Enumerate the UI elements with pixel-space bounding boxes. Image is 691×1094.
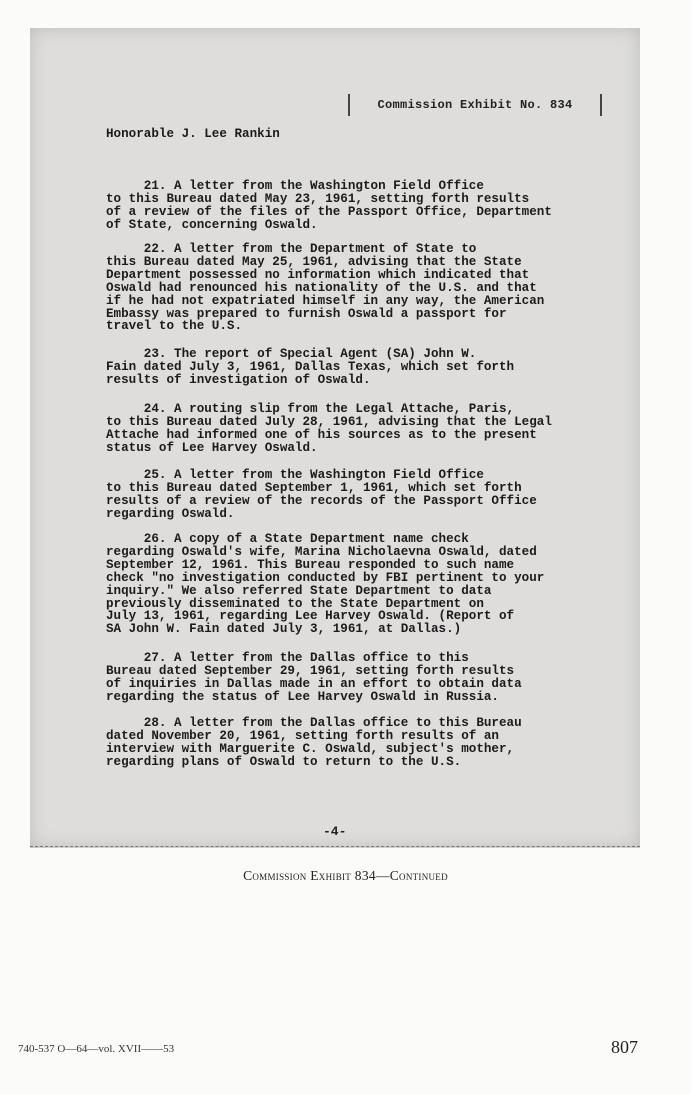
- paragraph-25: 25. A letter from the Washington Field Office to this Bureau dated September 1, 1961, which set forth results of a review of the records of the Passport Office regarding Oswald.: [106, 468, 537, 521]
- exhibit-caption: Commission Exhibit 834—Continued: [243, 868, 448, 883]
- print-footer: 740-537 O—64—vol. XVII——53: [18, 1043, 175, 1055]
- paragraph-26: 26. A copy of a State Department name check regarding Oswald's wife, Marina Nicholaevna Oswald, dated September 12, 1961. This Bureau responded to such name check "no investigation conducted by FBI pertinent to your inquiry." We also referred State Department to data previously disseminated to the State Department on July 13, 1961, regarding Lee Harvey Oswald. (Report of SA John W. Fain dated July 3, 1961, at Dallas.): [106, 532, 545, 637]
- paragraph-27: 27. A letter from the Dallas office to this Bureau dated September 29, 1961, setting forth results of inquiries in Dallas made in an effort to obtain data regarding the status of Lee Harvey Oswald in Russia.: [106, 651, 522, 704]
- paragraph-24: 24. A routing slip from the Legal Attache, Paris, to this Bureau dated July 28, 1961, advising that the Legal Attache had informed one of his sources as to the present status of Lee Harvey Oswald.: [106, 402, 552, 455]
- exhibit-stamp: Commission Exhibit No. 834: [348, 94, 602, 116]
- paragraph-23: 23. The report of Special Agent (SA) John W. Fain dated July 3, 1961, Dallas Texas, which set forth results of investigation of Oswald.: [106, 347, 515, 387]
- paragraph-28: 28. A letter from the Dallas office to this Bureau dated November 20, 1961, setting forth results of an interview with Marguerite C. Oswald, subject's mother, regarding plans of Oswald to return to the U.S.: [106, 716, 522, 769]
- paragraph-21: 21. A letter from the Washington Field Office to this Bureau dated May 23, 1961, setting forth results of a review of the files of the Passport Office, Department of State, concerning Oswald.: [106, 179, 552, 232]
- typed-page-number: -4-: [323, 824, 347, 839]
- scan-edge-divider: [30, 846, 640, 847]
- paragraph-22: 22. A letter from the Department of State to this Bureau dated May 25, 1961, advising that the State Department possessed no information which indicated that Oswald had renounced his nationality of the U.S. and that if he had not expatriated himself in any way, the American Embassy was prepared to furnish Oswald a passport for travel to the U.S.: [106, 242, 545, 334]
- volume-page-number: 807: [611, 1037, 638, 1057]
- addressee: Honorable J. Lee Rankin: [106, 127, 280, 141]
